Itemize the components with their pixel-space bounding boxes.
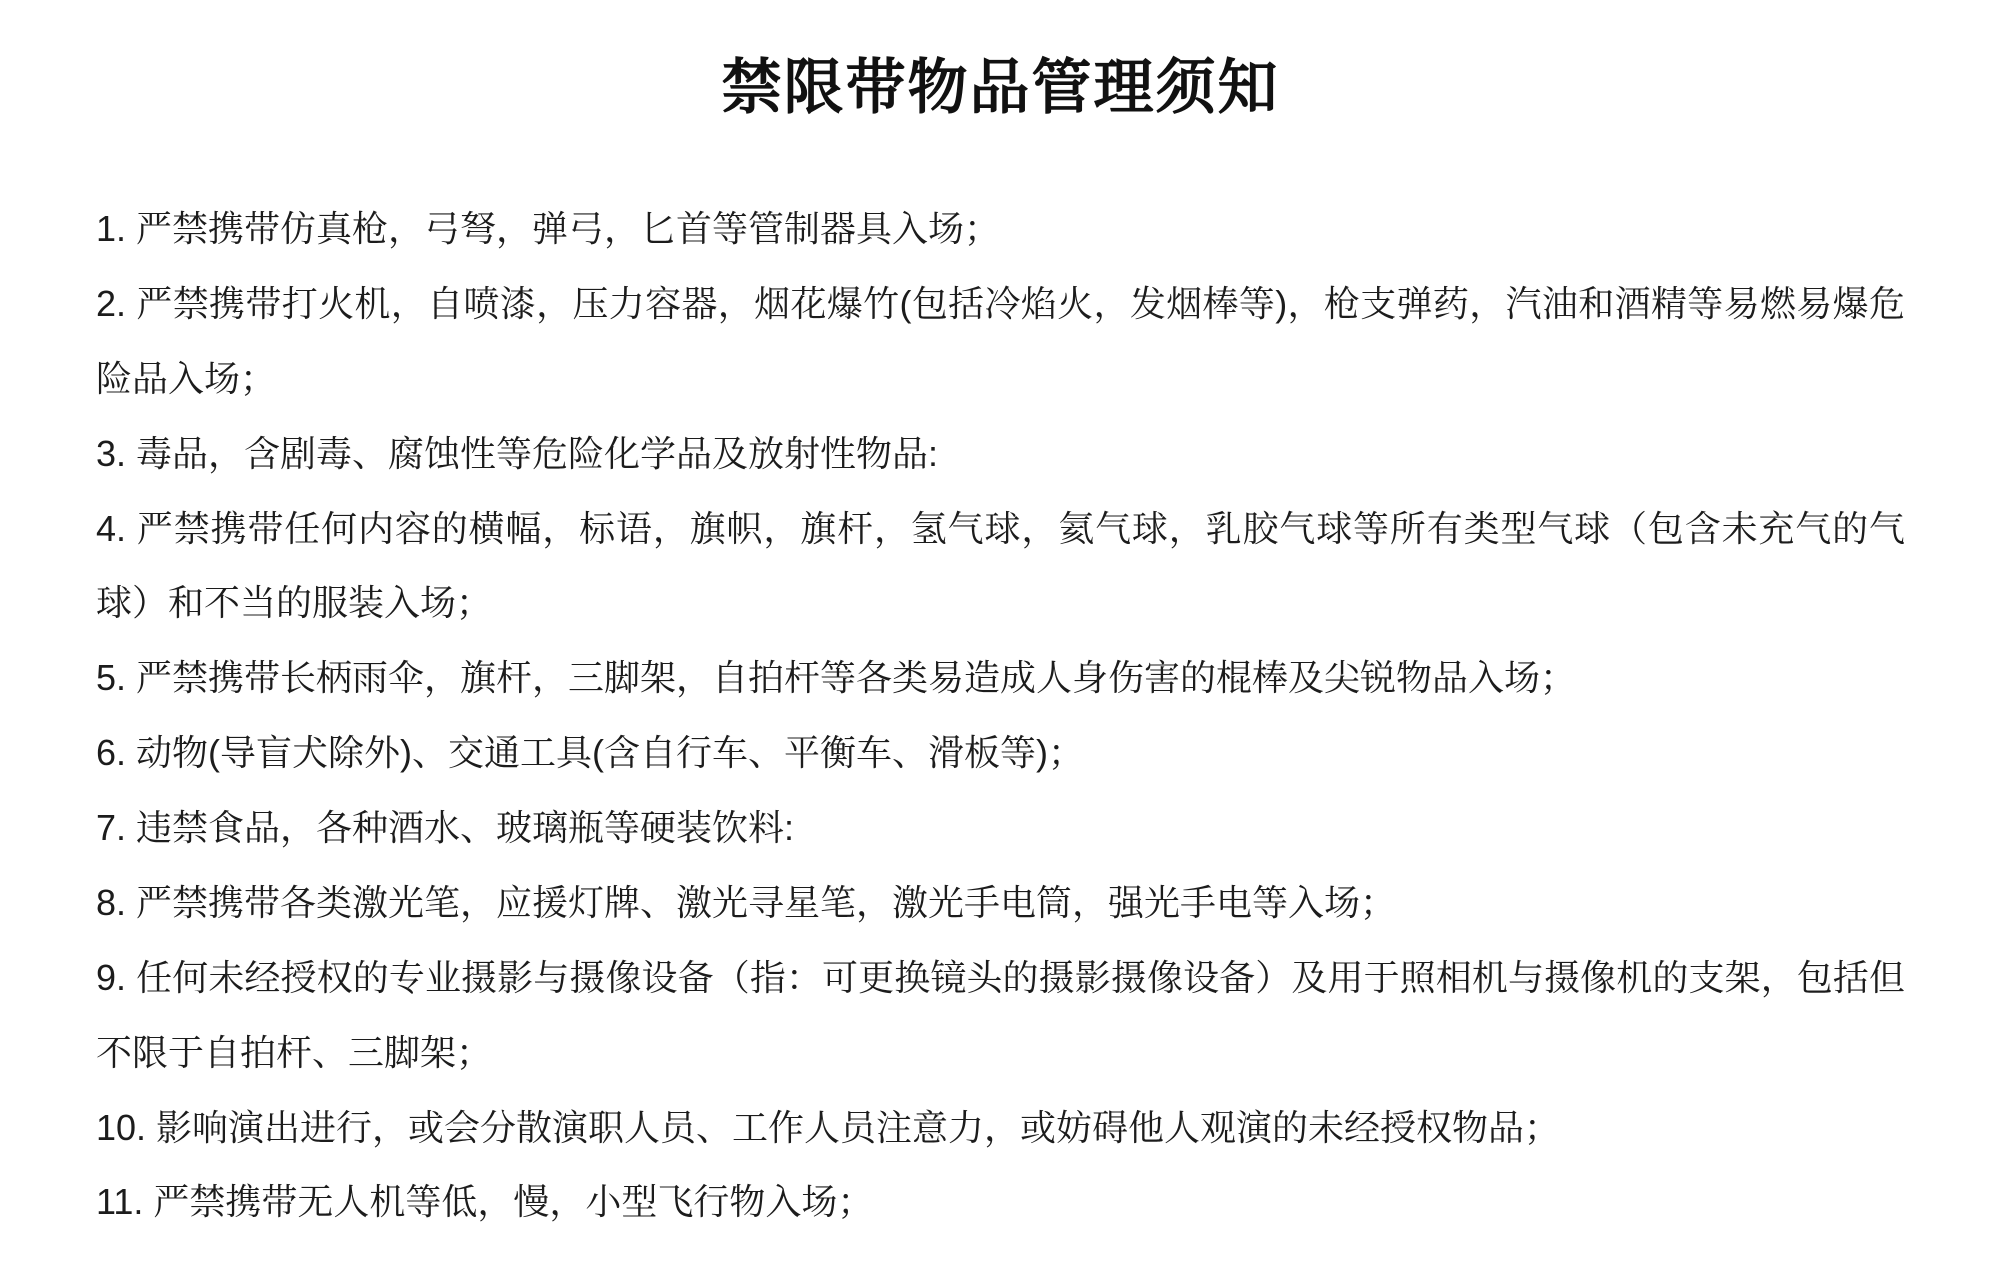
notice-item-4: 4. 严禁携带任何内容的横幅，标语，旗帜，旗杆，氢气球，氦气球，乳胶气球等所有类型气球（包含未充气的气球）和不当的服装入场； [96, 507, 1905, 624]
notice-item-10: 10. 影响演出进行，或会分散演职人员、工作人员注意力，或妨碍他人观演的未经授权物品； [96, 1106, 1561, 1148]
notice-item-8: 8. 严禁携带各类激光笔，应援灯牌、激光寻星笔，激光手电筒，强光手电等入场； [96, 881, 1397, 923]
notice-list [96, 192, 1905, 1240]
notice-item-1: 1. 严禁携带仿真枪，弓弩，弹弓，匕首等管制器具入场； [96, 208, 1001, 249]
page-title: 禁限带物品管理须知 [721, 54, 1280, 121]
notice-item-2: 2. 严禁携带打火机，自喷漆，压力容器，烟花爆竹(包括冷焰火，发烟棒等)，枪支弹药，汽油和酒精等易燃易爆危险品入场； [96, 282, 1905, 399]
notice-item-6: 6. 动物(导盲犬除外)、交通工具(含自行车、平衡车、滑板等)； [96, 732, 1084, 774]
notice-item-11: 11. 严禁携带无人机等低，慢，小型飞行物入场； [96, 1181, 874, 1223]
notice-item-5: 5. 严禁携带长柄雨伞，旗杆，三脚架，自拍杆等各类易造成人身伤害的棍棒及尖锐物品入场； [96, 657, 1577, 699]
notice-item-7: 7. 违禁食品，各种酒水、玻璃瓶等硬装饮料: [96, 807, 795, 848]
notice-item-3: 3. 毒品，含剧毒、腐蚀性等危险化学品及放射性物品: [96, 432, 939, 474]
notice-item-9: 9. 任何未经授权的专业摄影与摄像设备（指：可更换镜头的摄影摄像设备）及用于照相机与摄像机的支架，包括但不限于自拍杆、三脚架； [96, 956, 1905, 1073]
